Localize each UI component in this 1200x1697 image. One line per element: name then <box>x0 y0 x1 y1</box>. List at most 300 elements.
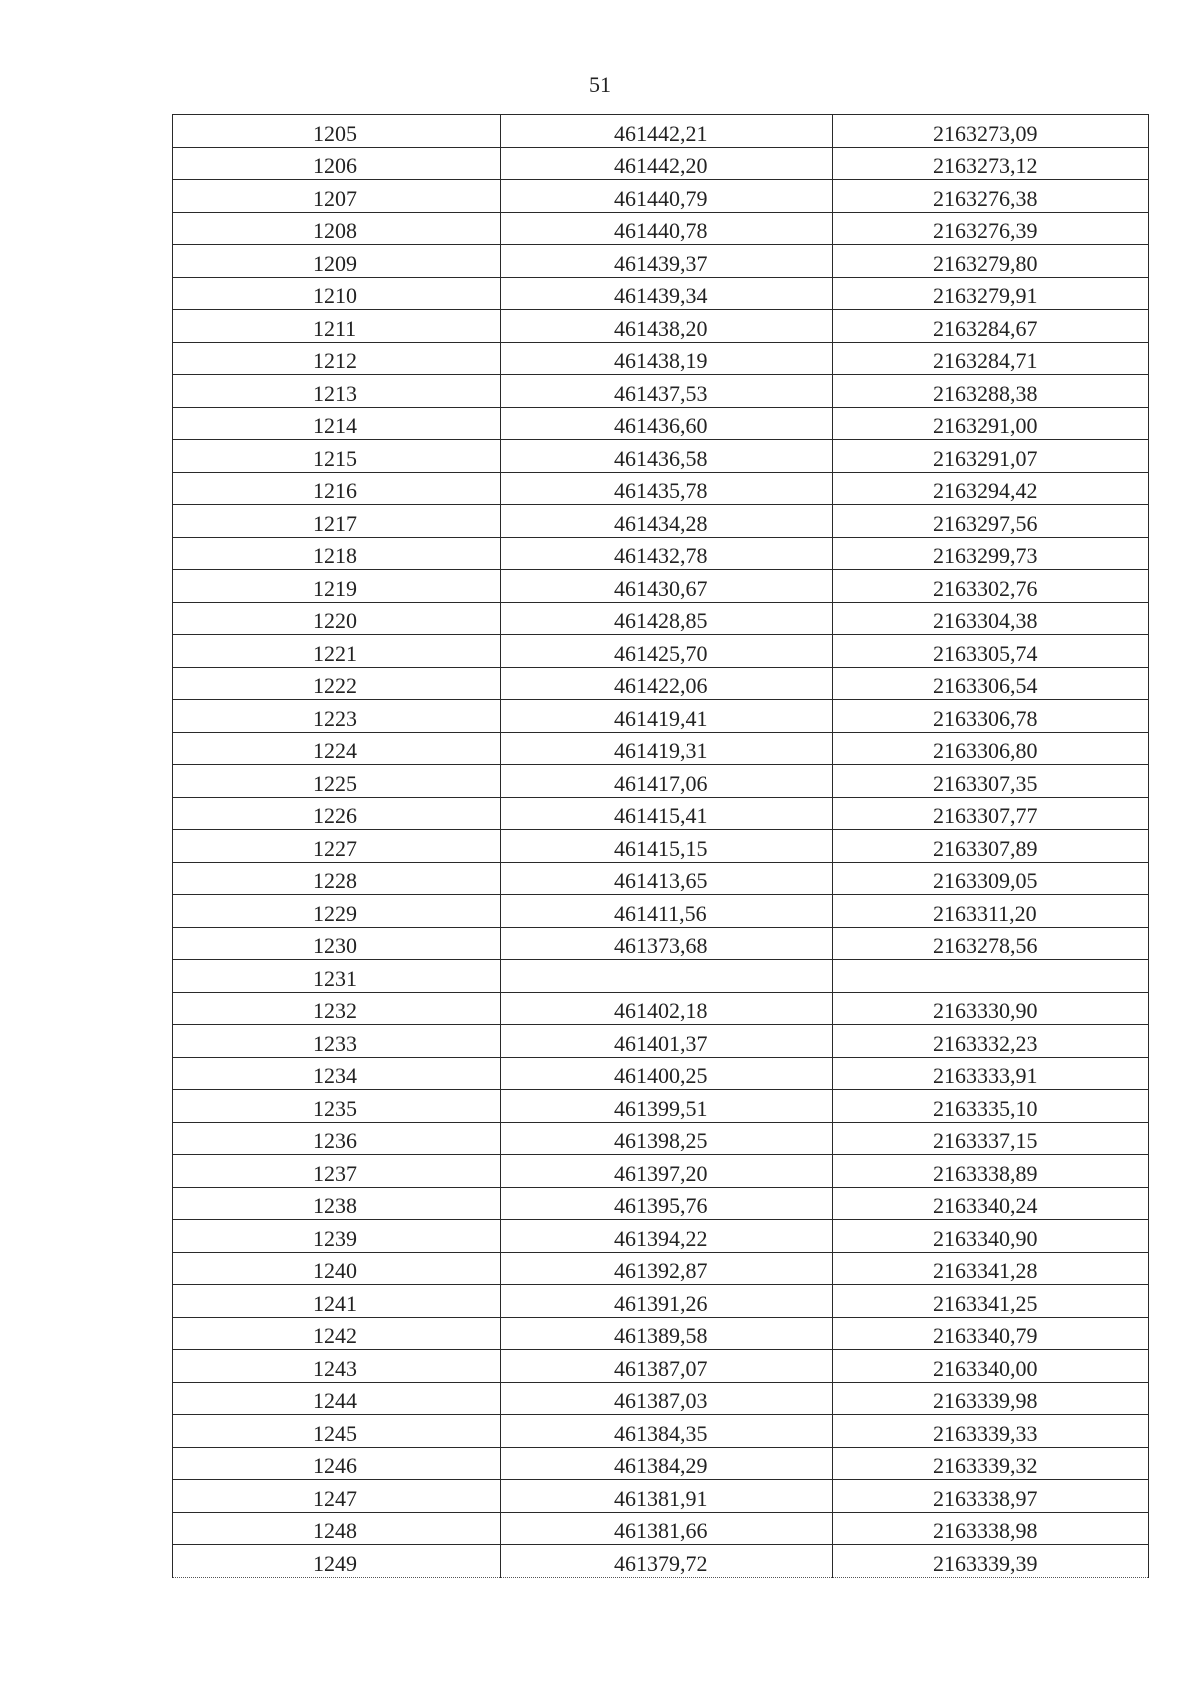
cell-value: 461436,58 <box>614 445 708 471</box>
cell-value: 2163338,89 <box>933 1160 1038 1186</box>
cell-value: 461397,20 <box>614 1160 708 1186</box>
cell-value: 461400,25 <box>614 1063 708 1088</box>
point-number-cell <box>173 505 501 538</box>
cell-value: 1220 <box>313 608 357 633</box>
point-number-cell <box>173 1350 501 1383</box>
table-row <box>173 180 1149 213</box>
cell-value: 2163341,25 <box>933 1290 1038 1316</box>
point-number-cell <box>173 1220 501 1253</box>
point-number-cell <box>173 1545 501 1578</box>
y-coordinate-cell <box>833 927 1149 960</box>
point-number-cell <box>173 245 501 278</box>
point-number-cell <box>173 1512 501 1545</box>
x-coordinate-cell <box>501 732 833 765</box>
table-row <box>173 1545 1149 1578</box>
point-number-cell <box>173 732 501 765</box>
cell-value: 1248 <box>313 1518 357 1543</box>
table-row <box>173 277 1149 310</box>
cell-value: 2163332,23 <box>933 1030 1038 1056</box>
cell-value: 2163339,98 <box>933 1388 1038 1413</box>
cell-value: 2163330,90 <box>933 998 1038 1023</box>
cell-value: 1205 <box>313 120 357 146</box>
x-coordinate-cell <box>501 1512 833 1545</box>
point-number-cell <box>173 212 501 245</box>
cell-value: 2163338,97 <box>933 1485 1038 1511</box>
cell-value: 461435,78 <box>614 478 708 503</box>
cell-value: 461419,41 <box>614 705 708 731</box>
x-coordinate-cell <box>501 960 833 993</box>
cell-value: 1218 <box>313 543 357 568</box>
cell-value: 2163340,79 <box>933 1323 1038 1348</box>
point-number-cell <box>173 635 501 668</box>
y-coordinate-cell <box>833 1122 1149 1155</box>
table-row <box>173 1122 1149 1155</box>
y-coordinate-cell <box>833 147 1149 180</box>
x-coordinate-cell <box>501 1447 833 1480</box>
cell-value: 1240 <box>313 1258 357 1283</box>
x-coordinate-cell <box>501 992 833 1025</box>
table-row <box>173 1447 1149 1480</box>
cell-value: 2163291,07 <box>933 445 1038 471</box>
cell-value: 461438,20 <box>614 315 708 341</box>
y-coordinate-cell <box>833 505 1149 538</box>
cell-value: 1206 <box>313 153 357 178</box>
y-coordinate-cell <box>833 992 1149 1025</box>
cell-value: 2163337,15 <box>933 1128 1038 1153</box>
table-row <box>173 1155 1149 1188</box>
cell-value: 2163307,35 <box>933 770 1038 796</box>
cell-value: 461442,21 <box>614 120 708 146</box>
cell-value: 461440,78 <box>614 218 708 243</box>
y-coordinate-cell <box>833 1545 1149 1578</box>
x-coordinate-cell <box>501 1187 833 1220</box>
table-row <box>173 570 1149 603</box>
x-coordinate-cell <box>501 1155 833 1188</box>
point-number-cell <box>173 1025 501 1058</box>
cell-value: 2163307,89 <box>933 835 1038 861</box>
point-number-cell <box>173 115 501 148</box>
y-coordinate-cell <box>833 1220 1149 1253</box>
x-coordinate-cell <box>501 862 833 895</box>
point-number-cell <box>173 960 501 993</box>
cell-value: 461384,29 <box>614 1453 708 1478</box>
x-coordinate-cell <box>501 830 833 863</box>
table-row <box>173 1090 1149 1123</box>
cell-value: 461439,37 <box>614 250 708 276</box>
cell-value: 1231 <box>313 965 357 991</box>
cell-value: 1207 <box>313 185 357 211</box>
x-coordinate-cell <box>501 180 833 213</box>
cell-value: 461384,35 <box>614 1420 708 1446</box>
point-number-cell <box>173 1285 501 1318</box>
cell-value: 461392,87 <box>614 1258 708 1283</box>
table-row <box>173 1025 1149 1058</box>
cell-value: 461415,41 <box>614 803 708 828</box>
y-coordinate-cell <box>833 862 1149 895</box>
x-coordinate-cell <box>501 1545 833 1578</box>
point-number-cell <box>173 570 501 603</box>
cell-value: 2163340,90 <box>933 1225 1038 1251</box>
cell-value: 1227 <box>313 835 357 861</box>
x-coordinate-cell <box>501 927 833 960</box>
y-coordinate-cell <box>833 277 1149 310</box>
y-coordinate-cell <box>833 1057 1149 1090</box>
y-coordinate-cell <box>833 115 1149 148</box>
x-coordinate-cell <box>501 1090 833 1123</box>
cell-value: 1212 <box>313 348 357 373</box>
cell-value: 1228 <box>313 868 357 893</box>
cell-value: 461389,58 <box>614 1323 708 1348</box>
cell-value: 2163339,32 <box>933 1453 1038 1478</box>
cell-value: 2163307,77 <box>933 803 1038 828</box>
y-coordinate-cell <box>833 700 1149 733</box>
cell-value: 2163335,10 <box>933 1095 1038 1121</box>
point-number-cell <box>173 1122 501 1155</box>
table-row <box>173 1512 1149 1545</box>
cell-value: 2163311,20 <box>933 900 1037 926</box>
cell-value: 1243 <box>313 1355 357 1381</box>
table-row <box>173 700 1149 733</box>
x-coordinate-cell <box>501 1285 833 1318</box>
cell-value: 1234 <box>313 1063 357 1088</box>
cell-value: 1223 <box>313 705 357 731</box>
cell-value: 1224 <box>313 738 357 763</box>
cell-value: 461399,51 <box>614 1095 708 1121</box>
cell-value: 1210 <box>313 283 357 308</box>
table-row <box>173 1350 1149 1383</box>
cell-value: 461434,28 <box>614 510 708 536</box>
table-row <box>173 927 1149 960</box>
x-coordinate-cell <box>501 1057 833 1090</box>
table-row <box>173 310 1149 343</box>
cell-value: 461398,25 <box>614 1128 708 1153</box>
y-coordinate-cell <box>833 342 1149 375</box>
x-coordinate-cell <box>501 1350 833 1383</box>
cell-value: 2163284,71 <box>933 348 1038 373</box>
y-coordinate-cell <box>833 797 1149 830</box>
point-number-cell <box>173 1057 501 1090</box>
cell-value: 461439,34 <box>614 283 708 308</box>
table-row <box>173 732 1149 765</box>
cell-value: 461422,06 <box>614 673 708 698</box>
cell-value: 1219 <box>313 575 357 601</box>
x-coordinate-cell <box>501 1220 833 1253</box>
y-coordinate-cell <box>833 1512 1149 1545</box>
cell-value: 461437,53 <box>614 380 708 406</box>
y-coordinate-cell <box>833 895 1149 928</box>
table-row <box>173 440 1149 473</box>
cell-value: 1238 <box>313 1193 357 1218</box>
cell-value: 461379,72 <box>614 1550 708 1576</box>
cell-value: 2163302,76 <box>933 575 1038 601</box>
y-coordinate-cell <box>833 1252 1149 1285</box>
cell-value: 2163306,80 <box>933 738 1038 763</box>
point-number-cell <box>173 375 501 408</box>
table-row <box>173 1220 1149 1253</box>
coordinates-table <box>172 114 1149 1578</box>
x-coordinate-cell <box>501 342 833 375</box>
point-number-cell <box>173 602 501 635</box>
x-coordinate-cell <box>501 635 833 668</box>
cell-value: 1247 <box>313 1485 357 1511</box>
x-coordinate-cell <box>501 667 833 700</box>
x-coordinate-cell <box>501 797 833 830</box>
cell-value: 2163278,56 <box>933 933 1038 958</box>
cell-value: 1245 <box>313 1420 357 1446</box>
x-coordinate-cell <box>501 472 833 505</box>
cell-value: 461438,19 <box>614 348 708 373</box>
cell-value: 2163305,74 <box>933 640 1038 666</box>
point-number-cell <box>173 862 501 895</box>
cell-value: 2163340,24 <box>933 1193 1038 1218</box>
point-number-cell <box>173 537 501 570</box>
cell-value: 2163304,38 <box>933 608 1038 633</box>
table-row <box>173 1057 1149 1090</box>
cell-value: 461381,91 <box>614 1485 708 1511</box>
cell-value: 1217 <box>313 510 357 536</box>
cell-value: 2163297,56 <box>933 510 1038 536</box>
x-coordinate-cell <box>501 115 833 148</box>
cell-value: 461419,31 <box>614 738 708 763</box>
cell-value: 1237 <box>313 1160 357 1186</box>
table-row <box>173 992 1149 1025</box>
table-row <box>173 212 1149 245</box>
cell-value: 461432,78 <box>614 543 708 568</box>
cell-value: 2163306,54 <box>933 673 1038 698</box>
cell-value: 2163333,91 <box>933 1063 1038 1088</box>
cell-value: 1208 <box>313 218 357 243</box>
point-number-cell <box>173 1317 501 1350</box>
y-coordinate-cell <box>833 765 1149 798</box>
cell-value: 1221 <box>313 640 357 666</box>
coordinates-table-body <box>173 115 1149 1578</box>
point-number-cell <box>173 1187 501 1220</box>
x-coordinate-cell <box>501 407 833 440</box>
table-row <box>173 505 1149 538</box>
point-number-cell <box>173 440 501 473</box>
cell-value: 1239 <box>313 1225 357 1251</box>
page-number: 51 <box>589 72 611 97</box>
point-number-cell <box>173 992 501 1025</box>
cell-value: 1222 <box>313 673 357 698</box>
cell-value: 2163291,00 <box>933 413 1038 438</box>
table-row <box>173 1285 1149 1318</box>
cell-value: 2163340,00 <box>933 1355 1038 1381</box>
y-coordinate-cell <box>833 537 1149 570</box>
x-coordinate-cell <box>501 700 833 733</box>
point-number-cell <box>173 765 501 798</box>
cell-value: 2163294,42 <box>933 478 1038 503</box>
y-coordinate-cell <box>833 667 1149 700</box>
point-number-cell <box>173 277 501 310</box>
cell-value: 1229 <box>313 900 357 926</box>
cell-value: 461425,70 <box>614 640 708 666</box>
point-number-cell <box>173 472 501 505</box>
cell-value: 2163273,09 <box>933 120 1038 146</box>
cell-value: 461428,85 <box>614 608 708 633</box>
point-number-cell <box>173 407 501 440</box>
point-number-cell <box>173 1090 501 1123</box>
cell-value: 1215 <box>313 445 357 471</box>
cell-value: 461387,03 <box>614 1388 708 1413</box>
table-row <box>173 602 1149 635</box>
y-coordinate-cell <box>833 245 1149 278</box>
cell-value: 1226 <box>313 803 357 828</box>
table-row <box>173 537 1149 570</box>
x-coordinate-cell <box>501 765 833 798</box>
table-row <box>173 1415 1149 1448</box>
cell-value: 1236 <box>313 1128 357 1153</box>
x-coordinate-cell <box>501 245 833 278</box>
y-coordinate-cell <box>833 1382 1149 1415</box>
cell-value: 1241 <box>313 1290 357 1316</box>
point-number-cell <box>173 180 501 213</box>
point-number-cell <box>173 342 501 375</box>
table-row <box>173 797 1149 830</box>
cell-value: 461401,37 <box>614 1030 708 1056</box>
y-coordinate-cell <box>833 472 1149 505</box>
cell-value: 461373,68 <box>614 933 708 958</box>
y-coordinate-cell <box>833 830 1149 863</box>
cell-value: 2163276,39 <box>933 218 1038 243</box>
point-number-cell <box>173 1480 501 1513</box>
table-row <box>173 960 1149 993</box>
x-coordinate-cell <box>501 147 833 180</box>
cell-value: 2163339,39 <box>933 1550 1038 1576</box>
cell-value: 1230 <box>313 933 357 958</box>
y-coordinate-cell <box>833 1480 1149 1513</box>
y-coordinate-cell <box>833 310 1149 343</box>
cell-value: 1233 <box>313 1030 357 1056</box>
cell-value: 2163273,12 <box>933 153 1038 178</box>
y-coordinate-cell <box>833 1415 1149 1448</box>
cell-value: 1213 <box>313 380 357 406</box>
table-row <box>173 472 1149 505</box>
y-coordinate-cell <box>833 1350 1149 1383</box>
x-coordinate-cell <box>501 895 833 928</box>
cell-value: 1225 <box>313 770 357 796</box>
x-coordinate-cell <box>501 1122 833 1155</box>
table-row <box>173 862 1149 895</box>
cell-value: 2163288,38 <box>933 380 1038 406</box>
y-coordinate-cell <box>833 180 1149 213</box>
cell-value: 461387,07 <box>614 1355 708 1381</box>
point-number-cell <box>173 895 501 928</box>
cell-value: 2163338,98 <box>933 1518 1038 1543</box>
cell-value: 2163299,73 <box>933 543 1038 568</box>
x-coordinate-cell <box>501 1025 833 1058</box>
cell-value: 1211 <box>313 315 357 341</box>
x-coordinate-cell <box>501 440 833 473</box>
y-coordinate-cell <box>833 570 1149 603</box>
x-coordinate-cell <box>501 537 833 570</box>
cell-value: 2163284,67 <box>933 315 1038 341</box>
cell-value: 1249 <box>313 1550 357 1576</box>
x-coordinate-cell <box>501 505 833 538</box>
table-row <box>173 667 1149 700</box>
cell-value: 2163339,33 <box>933 1420 1038 1446</box>
y-coordinate-cell <box>833 1025 1149 1058</box>
x-coordinate-cell <box>501 1480 833 1513</box>
cell-value: 461436,60 <box>614 413 708 438</box>
table-row <box>173 115 1149 148</box>
x-coordinate-cell <box>501 1415 833 1448</box>
point-number-cell <box>173 700 501 733</box>
point-number-cell <box>173 667 501 700</box>
table-row <box>173 830 1149 863</box>
point-number-cell <box>173 1447 501 1480</box>
cell-value: 1246 <box>313 1453 357 1478</box>
cell-value: 461430,67 <box>614 575 708 601</box>
table-row <box>173 635 1149 668</box>
x-coordinate-cell <box>501 602 833 635</box>
cell-value: 461381,66 <box>614 1518 708 1543</box>
cell-value: 1209 <box>313 250 357 276</box>
cell-value: 461395,76 <box>614 1193 708 1218</box>
point-number-cell <box>173 830 501 863</box>
x-coordinate-cell <box>501 1382 833 1415</box>
table-row <box>173 765 1149 798</box>
cell-value: 461394,22 <box>614 1225 708 1251</box>
cell-value: 2163279,91 <box>933 283 1038 308</box>
cell-value: 1244 <box>313 1388 357 1413</box>
cell-value: 2163309,05 <box>933 868 1038 893</box>
y-coordinate-cell <box>833 1285 1149 1318</box>
cell-value: 1214 <box>313 413 357 438</box>
cell-value: 1242 <box>313 1323 357 1348</box>
y-coordinate-cell <box>833 440 1149 473</box>
table-row <box>173 1480 1149 1513</box>
x-coordinate-cell <box>501 1252 833 1285</box>
cell-value: 461415,15 <box>614 835 708 861</box>
point-number-cell <box>173 1252 501 1285</box>
cell-value: 461411,56 <box>614 900 707 926</box>
table-row <box>173 1382 1149 1415</box>
x-coordinate-cell <box>501 212 833 245</box>
cell-value: 1216 <box>313 478 357 503</box>
x-coordinate-cell <box>501 570 833 603</box>
x-coordinate-cell <box>501 375 833 408</box>
table-row <box>173 407 1149 440</box>
cell-value: 461413,65 <box>614 868 708 893</box>
y-coordinate-cell <box>833 1187 1149 1220</box>
table-row <box>173 1252 1149 1285</box>
table-row <box>173 375 1149 408</box>
table-row <box>173 1187 1149 1220</box>
table-row <box>173 342 1149 375</box>
table-row <box>173 895 1149 928</box>
y-coordinate-cell <box>833 732 1149 765</box>
cell-value: 461402,18 <box>614 998 708 1023</box>
y-coordinate-cell <box>833 1090 1149 1123</box>
point-number-cell <box>173 310 501 343</box>
table-row <box>173 147 1149 180</box>
cell-value: 461391,26 <box>614 1290 708 1316</box>
cell-value: 461440,79 <box>614 185 708 211</box>
cell-value: 1235 <box>313 1095 357 1121</box>
y-coordinate-cell <box>833 1317 1149 1350</box>
table-row <box>173 245 1149 278</box>
point-number-cell <box>173 1382 501 1415</box>
y-coordinate-cell <box>833 375 1149 408</box>
x-coordinate-cell <box>501 277 833 310</box>
y-coordinate-cell <box>833 1155 1149 1188</box>
cell-value: 1232 <box>313 998 357 1023</box>
y-coordinate-cell <box>833 212 1149 245</box>
cell-value: 461442,20 <box>614 153 708 178</box>
x-coordinate-cell <box>501 1317 833 1350</box>
point-number-cell <box>173 1155 501 1188</box>
